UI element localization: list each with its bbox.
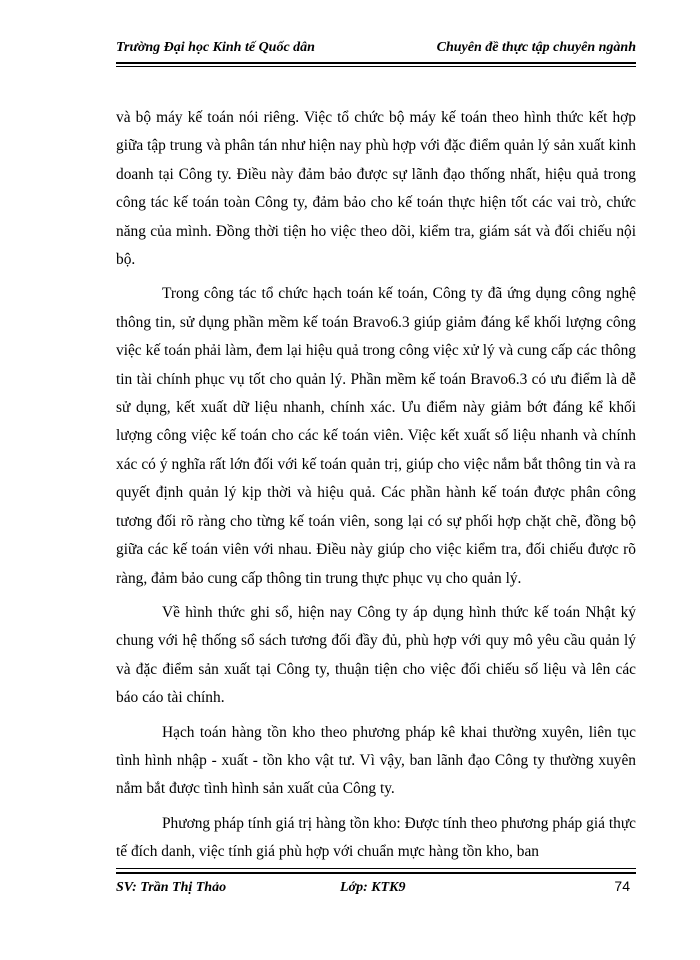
- header-report-title: Chuyên đề thực tập chuyên ngành: [436, 40, 636, 55]
- header-university: Trường Đại học Kinh tế Quốc dân: [116, 40, 315, 55]
- footer-rule-thick: [116, 872, 636, 874]
- paragraph-4: Hạch toán hàng tồn kho theo phương pháp kê khai thường xuyên, liên tục tình hình nhập - xuất - tồn kho vật tư. Vì vậy, ban lãnh đạo Công ty thường xuyên nắm bắt được tình hình sản xuất của Công ty.: [116, 723, 636, 798]
- paragraph-2: Trong công tác tổ chức hạch toán kế toán, Công ty đã ứng dụng công nghệ thông tin, sử dụng phần mềm kế toán Bravo6.3 giúp giảm đáng kể khối lượng công việc kế toán phải làm, đem lại hiệu quả trong công việc xử lý và cung cấp các thông tin tài chính phục vụ tốt cho quản lý. Phần mềm kế toán Bravo6.3 có ưu điểm là dễ sử dụng, kết xuất dữ liệu nhanh, chính xác. Ưu điểm này giảm bớt đáng kể khối lượng công việc kế toán cho các kế toán viên. Việc kết xuất số liệu nhanh và chính xác có ý nghĩa rất lớn đối với kế toán quản trị, giúp cho việc nắm bắt thông tin và ra quyết định quản lý kịp thời và hiệu quả. Các phần hành kế toán được phân công tương đối rõ ràng cho từng kế toán viên, song lại có sự phối hợp chặt chẽ, đồng bộ giữa các kế toán viên với nhau. Điều này giúp cho việc kiểm tra, đối chiếu được rõ ràng, đảm bảo cung cấp thông tin trung thực phục vụ cho quản lý.: [116, 285, 636, 587]
- page-number: 74: [614, 878, 630, 894]
- page-body: [116, 104, 636, 873]
- page-footer: [116, 868, 636, 908]
- header-rule-thick: [116, 62, 636, 64]
- footer-class: Lớp: KTK9: [340, 880, 406, 895]
- footer-rule-thin: [116, 868, 636, 869]
- footer-student-name: SV: Trần Thị Thảo: [116, 880, 227, 895]
- paragraph-5: Phương pháp tính giá trị hàng tồn kho: Được tính theo phương pháp giá thực tế đích danh, việc tính giá phù hợp với chuẩn mực hàng tồn kho, ban: [116, 814, 636, 861]
- header-rule-thin: [116, 66, 636, 67]
- paragraph-1: và bộ máy kế toán nói riêng. Việc tổ chức bộ máy kế toán theo hình thức kết hợp giữa tập trung và phân tán như hiện nay phù hợp với đặc điểm quản lý sản xuất kinh doanh tại Công ty. Điều này đảm bảo được sự lãnh đạo thống nhất, hiệu quả trong công tác kế toán toàn Công ty, đảm bảo cho kế toán thực hiện tốt các vai trò, chức năng của mình. Đồng thời tiện ho việc theo dõi, kiểm tra, giám sát và đối chiếu nội bộ.: [116, 109, 636, 269]
- page-header: [116, 34, 636, 64]
- paragraph-3: Về hình thức ghi sổ, hiện nay Công ty áp dụng hình thức kế toán Nhật ký chung với hệ thống sổ sách tương đối đầy đủ, phù hợp với quy mô yêu cầu quản lý và đặc điểm sản xuất tại Công ty, thuận tiện cho việc đối chiếu số liệu và lên các báo cáo tài chính.: [116, 603, 636, 707]
